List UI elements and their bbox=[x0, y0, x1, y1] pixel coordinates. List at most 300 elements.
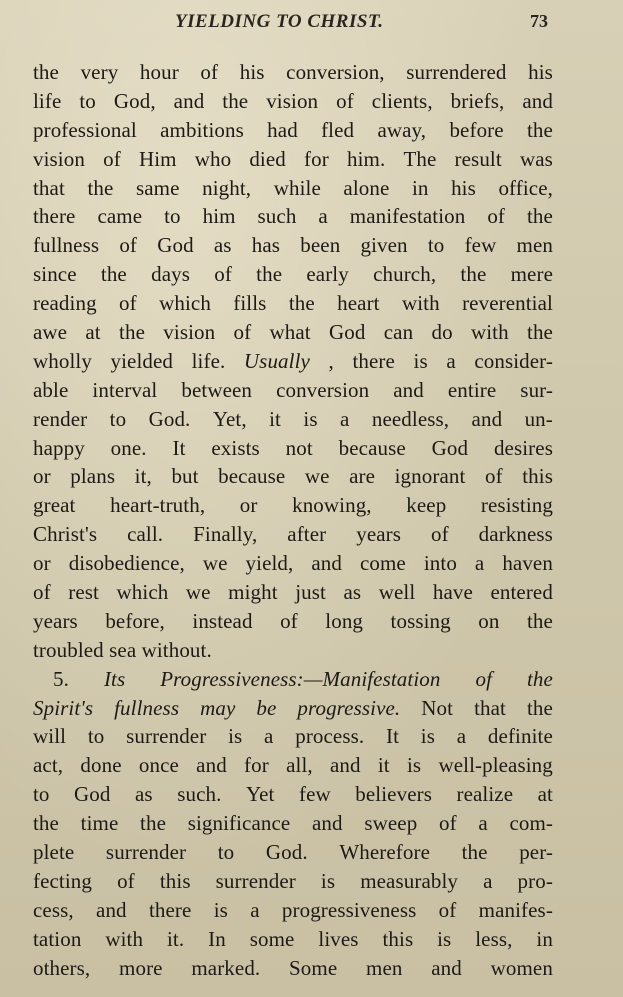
word: in bbox=[411, 175, 429, 200]
word: of bbox=[487, 204, 506, 229]
word: who bbox=[194, 146, 232, 171]
text-line bbox=[33, 289, 553, 318]
word: others, bbox=[33, 955, 91, 980]
word: as bbox=[135, 782, 153, 807]
word: hour bbox=[139, 60, 179, 84]
word: not bbox=[285, 435, 313, 460]
word: his bbox=[528, 60, 553, 84]
text-line bbox=[33, 58, 553, 87]
word: a bbox=[250, 897, 260, 922]
word: a bbox=[340, 406, 350, 431]
text-line bbox=[33, 520, 553, 549]
word: men bbox=[516, 233, 553, 258]
word: died bbox=[249, 146, 286, 171]
text-line bbox=[33, 954, 553, 983]
word: night, bbox=[202, 175, 252, 200]
word: awe bbox=[33, 320, 68, 345]
text-line bbox=[33, 694, 553, 723]
word: such. bbox=[177, 782, 222, 807]
word: God bbox=[157, 233, 194, 258]
word: ambitions bbox=[160, 117, 244, 142]
text-line bbox=[33, 462, 553, 491]
word: the bbox=[526, 204, 553, 229]
word: alone bbox=[343, 175, 390, 200]
word: because bbox=[218, 464, 286, 489]
word: darkness bbox=[478, 522, 553, 547]
word: of bbox=[475, 666, 493, 691]
text-line bbox=[33, 434, 553, 463]
word: Some bbox=[289, 955, 338, 980]
word: professional bbox=[33, 117, 137, 142]
word: briefs, bbox=[450, 88, 505, 113]
word: The bbox=[403, 146, 437, 171]
word: one. bbox=[110, 435, 147, 460]
word: to bbox=[109, 406, 127, 431]
word: fullness bbox=[33, 233, 100, 258]
word: marked. bbox=[191, 955, 261, 980]
word: some bbox=[249, 926, 295, 951]
word: surrender bbox=[105, 840, 187, 865]
word: may bbox=[200, 695, 236, 720]
word: needless, bbox=[371, 406, 450, 431]
word: this bbox=[159, 868, 191, 893]
word: do bbox=[431, 320, 453, 345]
word: rest bbox=[68, 580, 99, 605]
word: conversion bbox=[276, 377, 370, 402]
word: there bbox=[148, 897, 192, 922]
word: interval bbox=[92, 377, 158, 402]
word: act, bbox=[33, 753, 64, 778]
word: to bbox=[33, 782, 50, 807]
word: vision bbox=[33, 146, 85, 171]
word: as bbox=[343, 580, 362, 605]
word: of bbox=[233, 320, 252, 345]
word: Yet, bbox=[212, 406, 247, 431]
word: just bbox=[295, 580, 326, 605]
word: Christ's bbox=[33, 522, 98, 547]
word: is bbox=[320, 868, 336, 893]
word: before bbox=[449, 117, 504, 142]
word: exists bbox=[211, 435, 260, 460]
word: Yet bbox=[245, 782, 275, 807]
word: of bbox=[33, 580, 51, 605]
word: same bbox=[135, 175, 180, 200]
text-line bbox=[33, 174, 553, 203]
word: measurably bbox=[360, 868, 458, 893]
word: after bbox=[287, 522, 327, 547]
text-line bbox=[33, 925, 553, 954]
word: fills bbox=[233, 291, 267, 316]
word: the bbox=[100, 262, 127, 287]
word: sur- bbox=[520, 377, 553, 402]
word: of bbox=[484, 464, 503, 489]
word: , bbox=[328, 348, 334, 373]
text-line bbox=[33, 665, 553, 694]
word: God bbox=[329, 320, 366, 345]
word: once bbox=[138, 753, 179, 778]
word: call. bbox=[127, 522, 164, 547]
word: In bbox=[208, 926, 226, 951]
word: which bbox=[159, 291, 211, 316]
word: and bbox=[393, 377, 424, 402]
word: life. bbox=[191, 348, 226, 373]
word: of bbox=[438, 897, 457, 922]
word: per- bbox=[519, 840, 553, 865]
word: there bbox=[33, 204, 76, 229]
word: happy bbox=[33, 435, 85, 460]
word: years bbox=[356, 522, 402, 547]
word: the bbox=[288, 291, 315, 316]
word: him bbox=[202, 204, 236, 229]
word: there bbox=[352, 348, 395, 373]
word: conversion, bbox=[286, 60, 385, 84]
word: clients, bbox=[371, 88, 433, 113]
word: of bbox=[431, 522, 449, 547]
word: and bbox=[522, 88, 553, 113]
word: vision bbox=[266, 88, 319, 113]
word: years bbox=[33, 608, 78, 633]
word: is bbox=[406, 753, 422, 778]
word: cess, bbox=[33, 897, 74, 922]
word: and bbox=[329, 753, 361, 778]
word: done bbox=[80, 753, 122, 778]
running-title: YIELDING TO CHRIST. bbox=[175, 11, 384, 32]
word: but bbox=[171, 464, 199, 489]
word: God bbox=[74, 782, 111, 807]
page-number: 73 bbox=[530, 11, 548, 31]
word: or bbox=[33, 551, 51, 576]
word: on bbox=[478, 608, 500, 633]
word: that bbox=[474, 695, 506, 720]
word: before, bbox=[105, 608, 165, 633]
word: believers bbox=[355, 782, 432, 807]
word: the bbox=[140, 811, 167, 836]
word: to bbox=[217, 840, 235, 865]
text-line bbox=[33, 231, 553, 260]
word: with bbox=[470, 320, 509, 345]
word: the bbox=[527, 320, 553, 345]
word: keep bbox=[406, 493, 447, 518]
word: a bbox=[446, 348, 456, 373]
word: we bbox=[202, 551, 228, 576]
word: with bbox=[105, 926, 144, 951]
word: might bbox=[228, 580, 278, 605]
word: Him bbox=[138, 146, 177, 171]
word: such bbox=[257, 204, 297, 229]
word: away, bbox=[377, 117, 427, 142]
word: to bbox=[87, 724, 105, 749]
running-head bbox=[0, 11, 623, 41]
word: more bbox=[119, 955, 163, 980]
word: came bbox=[97, 204, 143, 229]
word: is bbox=[303, 406, 318, 431]
word: of bbox=[119, 233, 138, 258]
word: God. bbox=[148, 406, 191, 431]
text-line bbox=[33, 896, 553, 925]
word: between bbox=[181, 377, 253, 402]
word: is bbox=[228, 724, 243, 749]
word: less, bbox=[475, 926, 513, 951]
text-line bbox=[33, 87, 553, 116]
word: heart bbox=[337, 291, 380, 316]
word: days bbox=[151, 262, 190, 287]
word: well-pleasing bbox=[438, 753, 553, 778]
word: in bbox=[536, 926, 553, 951]
text-line bbox=[33, 751, 553, 780]
word: it bbox=[269, 406, 281, 431]
word: of bbox=[336, 88, 354, 113]
word: fullness bbox=[114, 695, 180, 720]
word: a bbox=[474, 551, 485, 576]
word: be bbox=[256, 695, 277, 720]
word: It bbox=[172, 435, 186, 460]
word: office, bbox=[498, 175, 553, 200]
word: great bbox=[33, 493, 76, 518]
word: what bbox=[269, 320, 311, 345]
word: that bbox=[33, 175, 65, 200]
text-line: troubled sea without. bbox=[33, 637, 212, 662]
word: significance bbox=[187, 811, 291, 836]
word: since bbox=[33, 262, 77, 287]
word: of bbox=[280, 608, 298, 633]
word: was bbox=[519, 146, 553, 171]
word: God, bbox=[113, 88, 156, 113]
word: early bbox=[306, 262, 349, 287]
body-text bbox=[33, 58, 553, 983]
word: church, bbox=[373, 262, 437, 287]
word: his bbox=[451, 175, 476, 200]
word: result bbox=[454, 146, 502, 171]
word: Its bbox=[103, 666, 126, 691]
word: a bbox=[483, 868, 493, 893]
word: mere bbox=[510, 262, 553, 287]
word: plete bbox=[33, 840, 75, 865]
word: knowing, bbox=[292, 493, 372, 518]
word: reading bbox=[33, 291, 97, 316]
word: plans bbox=[70, 464, 116, 489]
word: God bbox=[431, 435, 469, 460]
word: Wherefore bbox=[339, 840, 430, 865]
text-line bbox=[33, 722, 553, 751]
word: reverential bbox=[462, 291, 553, 316]
word: as bbox=[213, 233, 232, 258]
word: com- bbox=[509, 811, 553, 836]
word: Finally, bbox=[193, 522, 258, 547]
word: a bbox=[318, 204, 328, 229]
text-line bbox=[33, 578, 553, 607]
word: come bbox=[359, 551, 406, 576]
word: the bbox=[256, 262, 283, 287]
word: the bbox=[526, 695, 553, 720]
text-line bbox=[33, 780, 553, 809]
word: to bbox=[427, 233, 445, 258]
text-line bbox=[33, 809, 553, 838]
word: sweep bbox=[364, 811, 418, 836]
text-line bbox=[33, 376, 553, 405]
word: and bbox=[471, 406, 503, 431]
text-line bbox=[33, 145, 553, 174]
word: this bbox=[382, 926, 414, 951]
word: of bbox=[200, 60, 219, 84]
word: render bbox=[33, 406, 88, 431]
word: which bbox=[116, 580, 169, 605]
text-line bbox=[33, 838, 553, 867]
text-line bbox=[33, 202, 553, 231]
word: lives bbox=[318, 926, 359, 951]
word: able bbox=[33, 377, 69, 402]
text-line bbox=[33, 116, 553, 145]
word: of bbox=[438, 811, 457, 836]
text-line bbox=[33, 607, 553, 636]
word: It bbox=[386, 724, 400, 749]
word: can bbox=[383, 320, 414, 345]
word: definite bbox=[487, 724, 553, 749]
word: is bbox=[420, 724, 435, 749]
word: to bbox=[164, 204, 181, 229]
word: Usually bbox=[243, 348, 310, 373]
word: vision bbox=[163, 320, 216, 345]
word: yield, bbox=[245, 551, 294, 576]
word: Spirit's bbox=[33, 695, 94, 720]
word: the bbox=[119, 320, 145, 345]
word: surrender bbox=[215, 868, 296, 893]
word: of bbox=[117, 868, 135, 893]
word: life bbox=[33, 88, 62, 113]
word: realize bbox=[456, 782, 514, 807]
word: the bbox=[460, 262, 487, 287]
word: progressiveness bbox=[281, 897, 417, 922]
word: consider- bbox=[474, 348, 553, 373]
word: the bbox=[33, 60, 59, 84]
word: is bbox=[437, 926, 452, 951]
word: will bbox=[33, 724, 67, 749]
word: God. bbox=[265, 840, 308, 865]
word: because bbox=[338, 435, 406, 460]
word: for bbox=[304, 146, 329, 171]
word: the bbox=[526, 608, 553, 633]
word: manifestation bbox=[349, 204, 466, 229]
word: is bbox=[213, 897, 228, 922]
word: instead bbox=[192, 608, 253, 633]
word: the bbox=[526, 117, 553, 142]
word: wholly bbox=[33, 348, 92, 373]
word: fecting bbox=[33, 868, 93, 893]
word: it. bbox=[167, 926, 185, 951]
word: a bbox=[264, 724, 274, 749]
word: been bbox=[300, 233, 341, 258]
word: at bbox=[537, 782, 553, 807]
word: desires bbox=[493, 435, 553, 460]
word: we bbox=[185, 580, 211, 605]
word: few bbox=[464, 233, 497, 258]
word: tossing bbox=[390, 608, 451, 633]
word: his bbox=[239, 60, 265, 84]
word: for bbox=[244, 753, 269, 778]
text-line bbox=[33, 347, 553, 376]
word: had bbox=[267, 117, 298, 142]
text-line bbox=[33, 405, 553, 434]
word: and bbox=[431, 955, 462, 980]
word: all, bbox=[286, 753, 313, 778]
text-line bbox=[33, 867, 553, 896]
word: at bbox=[85, 320, 101, 345]
word: Not bbox=[421, 695, 454, 720]
word: progressive. bbox=[297, 695, 401, 720]
word: the bbox=[33, 811, 59, 836]
word: pro- bbox=[517, 868, 553, 893]
word: women bbox=[490, 955, 553, 980]
word: to bbox=[79, 88, 96, 113]
word: haven bbox=[502, 551, 553, 576]
word: very bbox=[80, 60, 119, 84]
word: and bbox=[173, 88, 205, 113]
word: the bbox=[527, 666, 553, 691]
word: well bbox=[378, 580, 416, 605]
word: a bbox=[456, 724, 467, 749]
text-line bbox=[33, 549, 553, 578]
word: or bbox=[239, 493, 258, 518]
word: is bbox=[413, 348, 428, 373]
word: or bbox=[33, 464, 51, 489]
word: entire bbox=[447, 377, 497, 402]
word: ignorant bbox=[394, 464, 466, 489]
word: while bbox=[273, 175, 321, 200]
word: with bbox=[401, 291, 440, 316]
word: yielded bbox=[110, 348, 174, 373]
word: men bbox=[366, 955, 403, 980]
word: process. bbox=[295, 724, 365, 749]
word: entered bbox=[490, 580, 553, 605]
word: it, bbox=[134, 464, 152, 489]
word: the bbox=[87, 175, 114, 200]
word: are bbox=[349, 464, 376, 489]
word: un- bbox=[524, 406, 553, 431]
word: and bbox=[196, 753, 227, 778]
word: few bbox=[299, 782, 331, 807]
word: surrendered bbox=[406, 60, 507, 84]
word: long bbox=[325, 608, 364, 633]
word: into bbox=[423, 551, 457, 576]
word: resisting bbox=[480, 493, 553, 518]
word: 5. bbox=[53, 666, 69, 691]
word: time bbox=[80, 811, 119, 836]
word: of bbox=[214, 262, 232, 287]
word: fled bbox=[321, 117, 355, 142]
word: of bbox=[103, 146, 121, 171]
word: him. bbox=[346, 146, 386, 171]
word: and bbox=[96, 897, 127, 922]
text-line bbox=[33, 318, 553, 347]
word: has bbox=[251, 233, 281, 258]
word: heart-truth, bbox=[110, 493, 206, 518]
word: tation bbox=[33, 926, 82, 951]
word: it bbox=[377, 753, 390, 778]
word: the bbox=[461, 840, 488, 865]
word: disobedience, bbox=[68, 551, 185, 576]
word: we bbox=[304, 464, 330, 489]
text-line bbox=[33, 260, 553, 289]
word: and bbox=[311, 551, 342, 576]
word: the bbox=[222, 88, 249, 113]
word: surrender bbox=[126, 724, 207, 749]
text-line bbox=[33, 491, 553, 520]
word: this bbox=[522, 464, 553, 489]
word: given bbox=[360, 233, 408, 258]
word: manifes- bbox=[478, 897, 553, 922]
word: of bbox=[119, 291, 137, 316]
word: Progressiveness:—Manifestation bbox=[160, 666, 441, 691]
word: and bbox=[312, 811, 343, 836]
